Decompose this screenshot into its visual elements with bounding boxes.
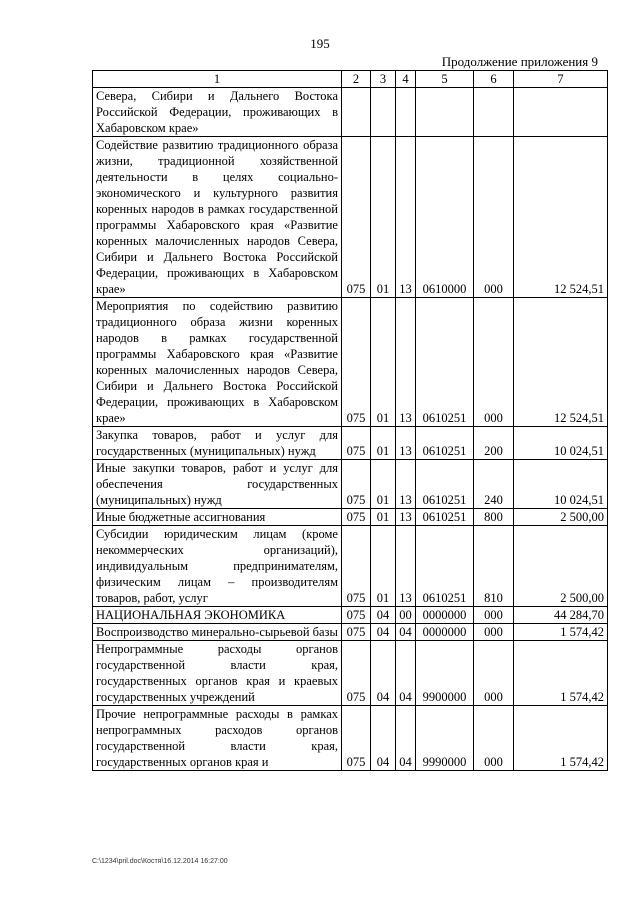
code-cell: 240 xyxy=(474,460,514,509)
amount-cell: 1 574,42 xyxy=(514,641,608,706)
amount-cell xyxy=(514,88,608,137)
table-row xyxy=(93,607,608,624)
amount-cell: 12 524,51 xyxy=(514,137,608,298)
amount-cell: 44 284,70 xyxy=(514,607,608,624)
code-cell: 000 xyxy=(474,137,514,298)
row-name-cell: Иные бюджетные ассигнования xyxy=(93,509,342,526)
code-cell: 01 xyxy=(371,509,396,526)
amount-cell: 10 024,51 xyxy=(514,427,608,460)
code-cell: 9990000 xyxy=(416,706,474,771)
row-name-cell: Непрограммные расходы органов государственной власти края, государственных органов края и краевых государственных учреждений xyxy=(93,641,342,706)
code-cell: 075 xyxy=(342,509,371,526)
row-name-cell: Воспроизводство минерально-сырьевой базы xyxy=(93,624,342,641)
code-cell: 13 xyxy=(396,137,416,298)
column-header: 2 xyxy=(342,71,371,88)
code-cell: 075 xyxy=(342,460,371,509)
code-cell: 0610000 xyxy=(416,137,474,298)
code-cell: 13 xyxy=(396,509,416,526)
appendix-note: Продолжение приложения 9 xyxy=(441,54,598,69)
code-cell: 000 xyxy=(474,641,514,706)
code-cell: 13 xyxy=(396,460,416,509)
code-cell: 04 xyxy=(371,706,396,771)
table-row xyxy=(93,624,608,641)
code-cell: 000 xyxy=(474,298,514,427)
code-cell: 0610251 xyxy=(416,526,474,607)
code-cell: 13 xyxy=(396,526,416,607)
code-cell: 800 xyxy=(474,509,514,526)
column-header: 1 xyxy=(93,71,342,88)
code-cell: 0000000 xyxy=(416,624,474,641)
code-cell: 01 xyxy=(371,427,396,460)
row-name-cell: Иные закупки товаров, работ и услуг для обеспечения государственных (муниципальных) нужд xyxy=(93,460,342,509)
amount-cell: 2 500,00 xyxy=(514,526,608,607)
column-header: 6 xyxy=(474,71,514,88)
table-row xyxy=(93,509,608,526)
table-row xyxy=(93,460,608,509)
code-cell: 075 xyxy=(342,607,371,624)
code-cell: 075 xyxy=(342,526,371,607)
amount-cell: 2 500,00 xyxy=(514,509,608,526)
code-cell: 13 xyxy=(396,298,416,427)
row-name-cell: Севера, Сибири и Дальнего Востока Российской Федерации, проживающих в Хабаровском крае» xyxy=(93,88,342,137)
code-cell: 000 xyxy=(474,706,514,771)
code-cell: 0610251 xyxy=(416,509,474,526)
row-name-cell: Мероприятия по содействию развитию традиционного образа жизни коренных народов в рамках государственной программы Хабаровского края «Развитие коренных малочисленных народов Севера, Сибири и Дальнего Востока Российской Федерации, проживающих в Хабаровском крае» xyxy=(93,298,342,427)
table-row xyxy=(93,427,608,460)
amount-cell: 1 574,42 xyxy=(514,706,608,771)
column-header: 7 xyxy=(514,71,608,88)
budget-table xyxy=(92,70,608,771)
code-cell xyxy=(342,88,371,137)
code-cell: 13 xyxy=(396,427,416,460)
code-cell: 0610251 xyxy=(416,460,474,509)
column-header: 5 xyxy=(416,71,474,88)
column-header: 3 xyxy=(371,71,396,88)
code-cell: 075 xyxy=(342,137,371,298)
code-cell: 01 xyxy=(371,298,396,427)
row-name-cell: Прочие непрограммные расходы в рамках непрограммных расходов органов государственной власти края, государственных органов края и xyxy=(93,706,342,771)
amount-cell: 12 524,51 xyxy=(514,298,608,427)
code-cell: 075 xyxy=(342,706,371,771)
page-number: 195 xyxy=(310,36,330,51)
row-name-cell: Субсидии юридическим лицам (кроме некоммерческих организаций), индивидуальным предпринимателям, физическим лицам – производителям товаров, работ, услуг xyxy=(93,526,342,607)
code-cell: 00 xyxy=(396,607,416,624)
table-row xyxy=(93,641,608,706)
code-cell: 000 xyxy=(474,624,514,641)
table-row xyxy=(93,526,608,607)
code-cell: 0610251 xyxy=(416,298,474,427)
row-name-cell: НАЦИОНАЛЬНАЯ ЭКОНОМИКА xyxy=(93,607,342,624)
amount-cell: 10 024,51 xyxy=(514,460,608,509)
code-cell: 075 xyxy=(342,641,371,706)
row-name-cell: Содействие развитию традиционного образа жизни, традиционной хозяйственной деятельности в целях социально-экономического и культурного развития коренных народов в рамках государственной программы Хабаровского края «Развитие коренных малочисленных народов Севера, Сибири и Дальнего Востока Российской Федерации, проживающих в Хабаровском крае» xyxy=(93,137,342,298)
code-cell: 04 xyxy=(396,641,416,706)
code-cell: 000 xyxy=(474,607,514,624)
code-cell: 04 xyxy=(371,624,396,641)
code-cell xyxy=(474,88,514,137)
amount-cell: 1 574,42 xyxy=(514,624,608,641)
code-cell: 9900000 xyxy=(416,641,474,706)
code-cell xyxy=(416,88,474,137)
code-cell: 810 xyxy=(474,526,514,607)
code-cell: 0610251 xyxy=(416,427,474,460)
code-cell: 04 xyxy=(396,624,416,641)
code-cell: 075 xyxy=(342,298,371,427)
table-row xyxy=(93,137,608,298)
code-cell: 01 xyxy=(371,526,396,607)
table-row xyxy=(93,298,608,427)
code-cell: 200 xyxy=(474,427,514,460)
code-cell: 075 xyxy=(342,427,371,460)
code-cell: 04 xyxy=(371,607,396,624)
column-header: 4 xyxy=(396,71,416,88)
code-cell: 04 xyxy=(371,641,396,706)
footer-file-path: C:\1234\pril.doc\Костя\16.12.2014 16:27:00 xyxy=(92,858,228,865)
code-cell: 075 xyxy=(342,624,371,641)
table-row xyxy=(93,88,608,137)
code-cell xyxy=(371,88,396,137)
row-name-cell: Закупка товаров, работ и услуг для государственных (муниципальных) нужд xyxy=(93,427,342,460)
code-cell: 01 xyxy=(371,460,396,509)
table-row xyxy=(93,706,608,771)
code-cell: 0000000 xyxy=(416,607,474,624)
header-row xyxy=(93,71,608,88)
code-cell: 01 xyxy=(371,137,396,298)
code-cell xyxy=(396,88,416,137)
code-cell: 04 xyxy=(396,706,416,771)
